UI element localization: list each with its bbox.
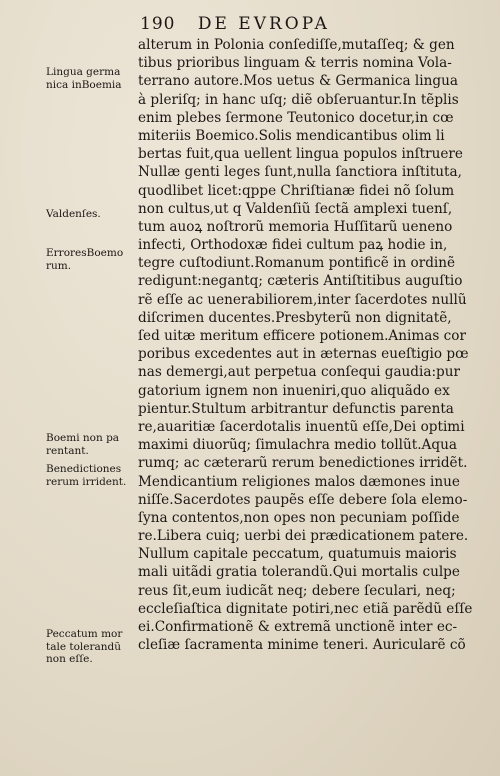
text-line: Nullum capitale peccatum, quatumuis maioris	[138, 546, 457, 563]
margin-note-boemi: Boemi non pa rentant.	[46, 432, 120, 457]
margin-note-peccatum: Peccatum mor tale tolerandũ non eſſe.	[46, 628, 123, 665]
page-number: 190	[140, 14, 176, 34]
text-line: mali uitãdi gratia tolerandũ.Qui mortalis culpe	[138, 564, 460, 581]
text-line: quodlibet licet:qppe Chriſtianæ fidei nõ ſolum	[138, 182, 455, 199]
running-title: DE EVROPA	[197, 14, 330, 34]
body-text	[138, 36, 478, 654]
margin-note-valdenses: Valdenſes.	[46, 208, 101, 220]
text-line: terrano autore.Mos uetus & Germanica lingua	[138, 73, 458, 90]
text-line: tum auoꝝ noſtrorũ memoria Huſſitarũ ueneno	[138, 218, 453, 235]
text-line: tegre cuſtodiunt.Romanum pontificẽ in ordinẽ	[138, 255, 456, 272]
text-line: à pleriſq; in hanc uſq; diẽ obſeruantur.In tẽplis	[138, 91, 459, 108]
text-line: Mendicantium religiones malos dæmones inue	[138, 473, 460, 490]
text-line: gatorium ignem non inueniri,quo aliquãdo ex	[138, 382, 450, 399]
text-line: non cultus,ut q Valdenſiũ ſectã amplexi tuenſ,	[138, 200, 453, 217]
text-line: poribus excedentes aut in æternas eueſtigio pœ	[138, 346, 469, 363]
margin-note-lingua: Lingua germa nica inBoemia	[46, 66, 122, 91]
text-line: Nullæ genti leges ſunt,nulla ſanctiora inſtituta,	[138, 164, 462, 181]
margin-note-benedictiones: Benedictiones rerum irrident.	[46, 463, 127, 488]
text-line: enim plebes ſermone Teutonico docetur,in cœ	[138, 109, 454, 126]
text-line: pientur.Stultum arbitrantur defunctis parenta	[138, 400, 454, 417]
text-line: cleſiæ ſacramenta minime teneri. Auricularẽ cõ	[138, 637, 466, 654]
text-line: bertas fuit,qua uellent lingua populos inſtruere	[138, 146, 463, 163]
page-header	[140, 14, 460, 34]
text-line: eccleſiaſtica dignitate potiri,nec etiã parẽdũ eſſe	[138, 600, 473, 617]
text-line: infecti, Orthodoxæ fidei cultum paꝝ hodie in,	[138, 237, 448, 254]
text-line: miteriis Boemico.Solis mendicantibus olim li	[138, 127, 445, 144]
text-line: re.Libera cuiq; uerbi dei prædicationem patere.	[138, 528, 469, 545]
margin-note-errores: ErroresBoemo rum.	[46, 247, 124, 272]
text-line: ei.Confirmationẽ & extremã unctionẽ inter ec-	[138, 619, 458, 635]
text-line: ſed uitæ meritum efficere potionem.Animas cor	[138, 328, 466, 344]
text-line: ſyna contentos,non opes non pecuniam poſſide	[138, 509, 460, 526]
text-line: reus ſit,eum iudicãt neq; debere ſeculari, neq;	[138, 582, 456, 599]
text-line: nas demergi,aut perpetua conſequi gaudia:pur	[138, 364, 460, 381]
text-line: diſcrimen ducentes.Presbyterũ non dignitatẽ,	[138, 309, 452, 326]
text-line: rẽ eſſe ac uenerabiliorem,inter ſacerdotes nullũ	[138, 291, 467, 308]
text-line: re,auaritiæ ſacerdotalis inuentũ eſſe,Dei optimi	[138, 418, 465, 435]
text-line: niſſe.Sacerdotes paupẽs eſſe debere ſola elemo-	[138, 491, 468, 508]
text-line: tibus prioribus linguam & terris nomina Vola-	[138, 55, 452, 72]
text-line: redigunt:negantq; cæteris Antiſtitibus auguſtio	[138, 273, 463, 290]
text-line: alterum in Polonia conſediſſe,mutaſſeq; & gen	[138, 37, 455, 53]
text-line: rumq; ac cæterarũ rerum benedictiones irridẽt.	[138, 455, 468, 472]
text-line: maximi diuorũq; ſimulachra medio tollũt.Aqua	[138, 437, 457, 454]
